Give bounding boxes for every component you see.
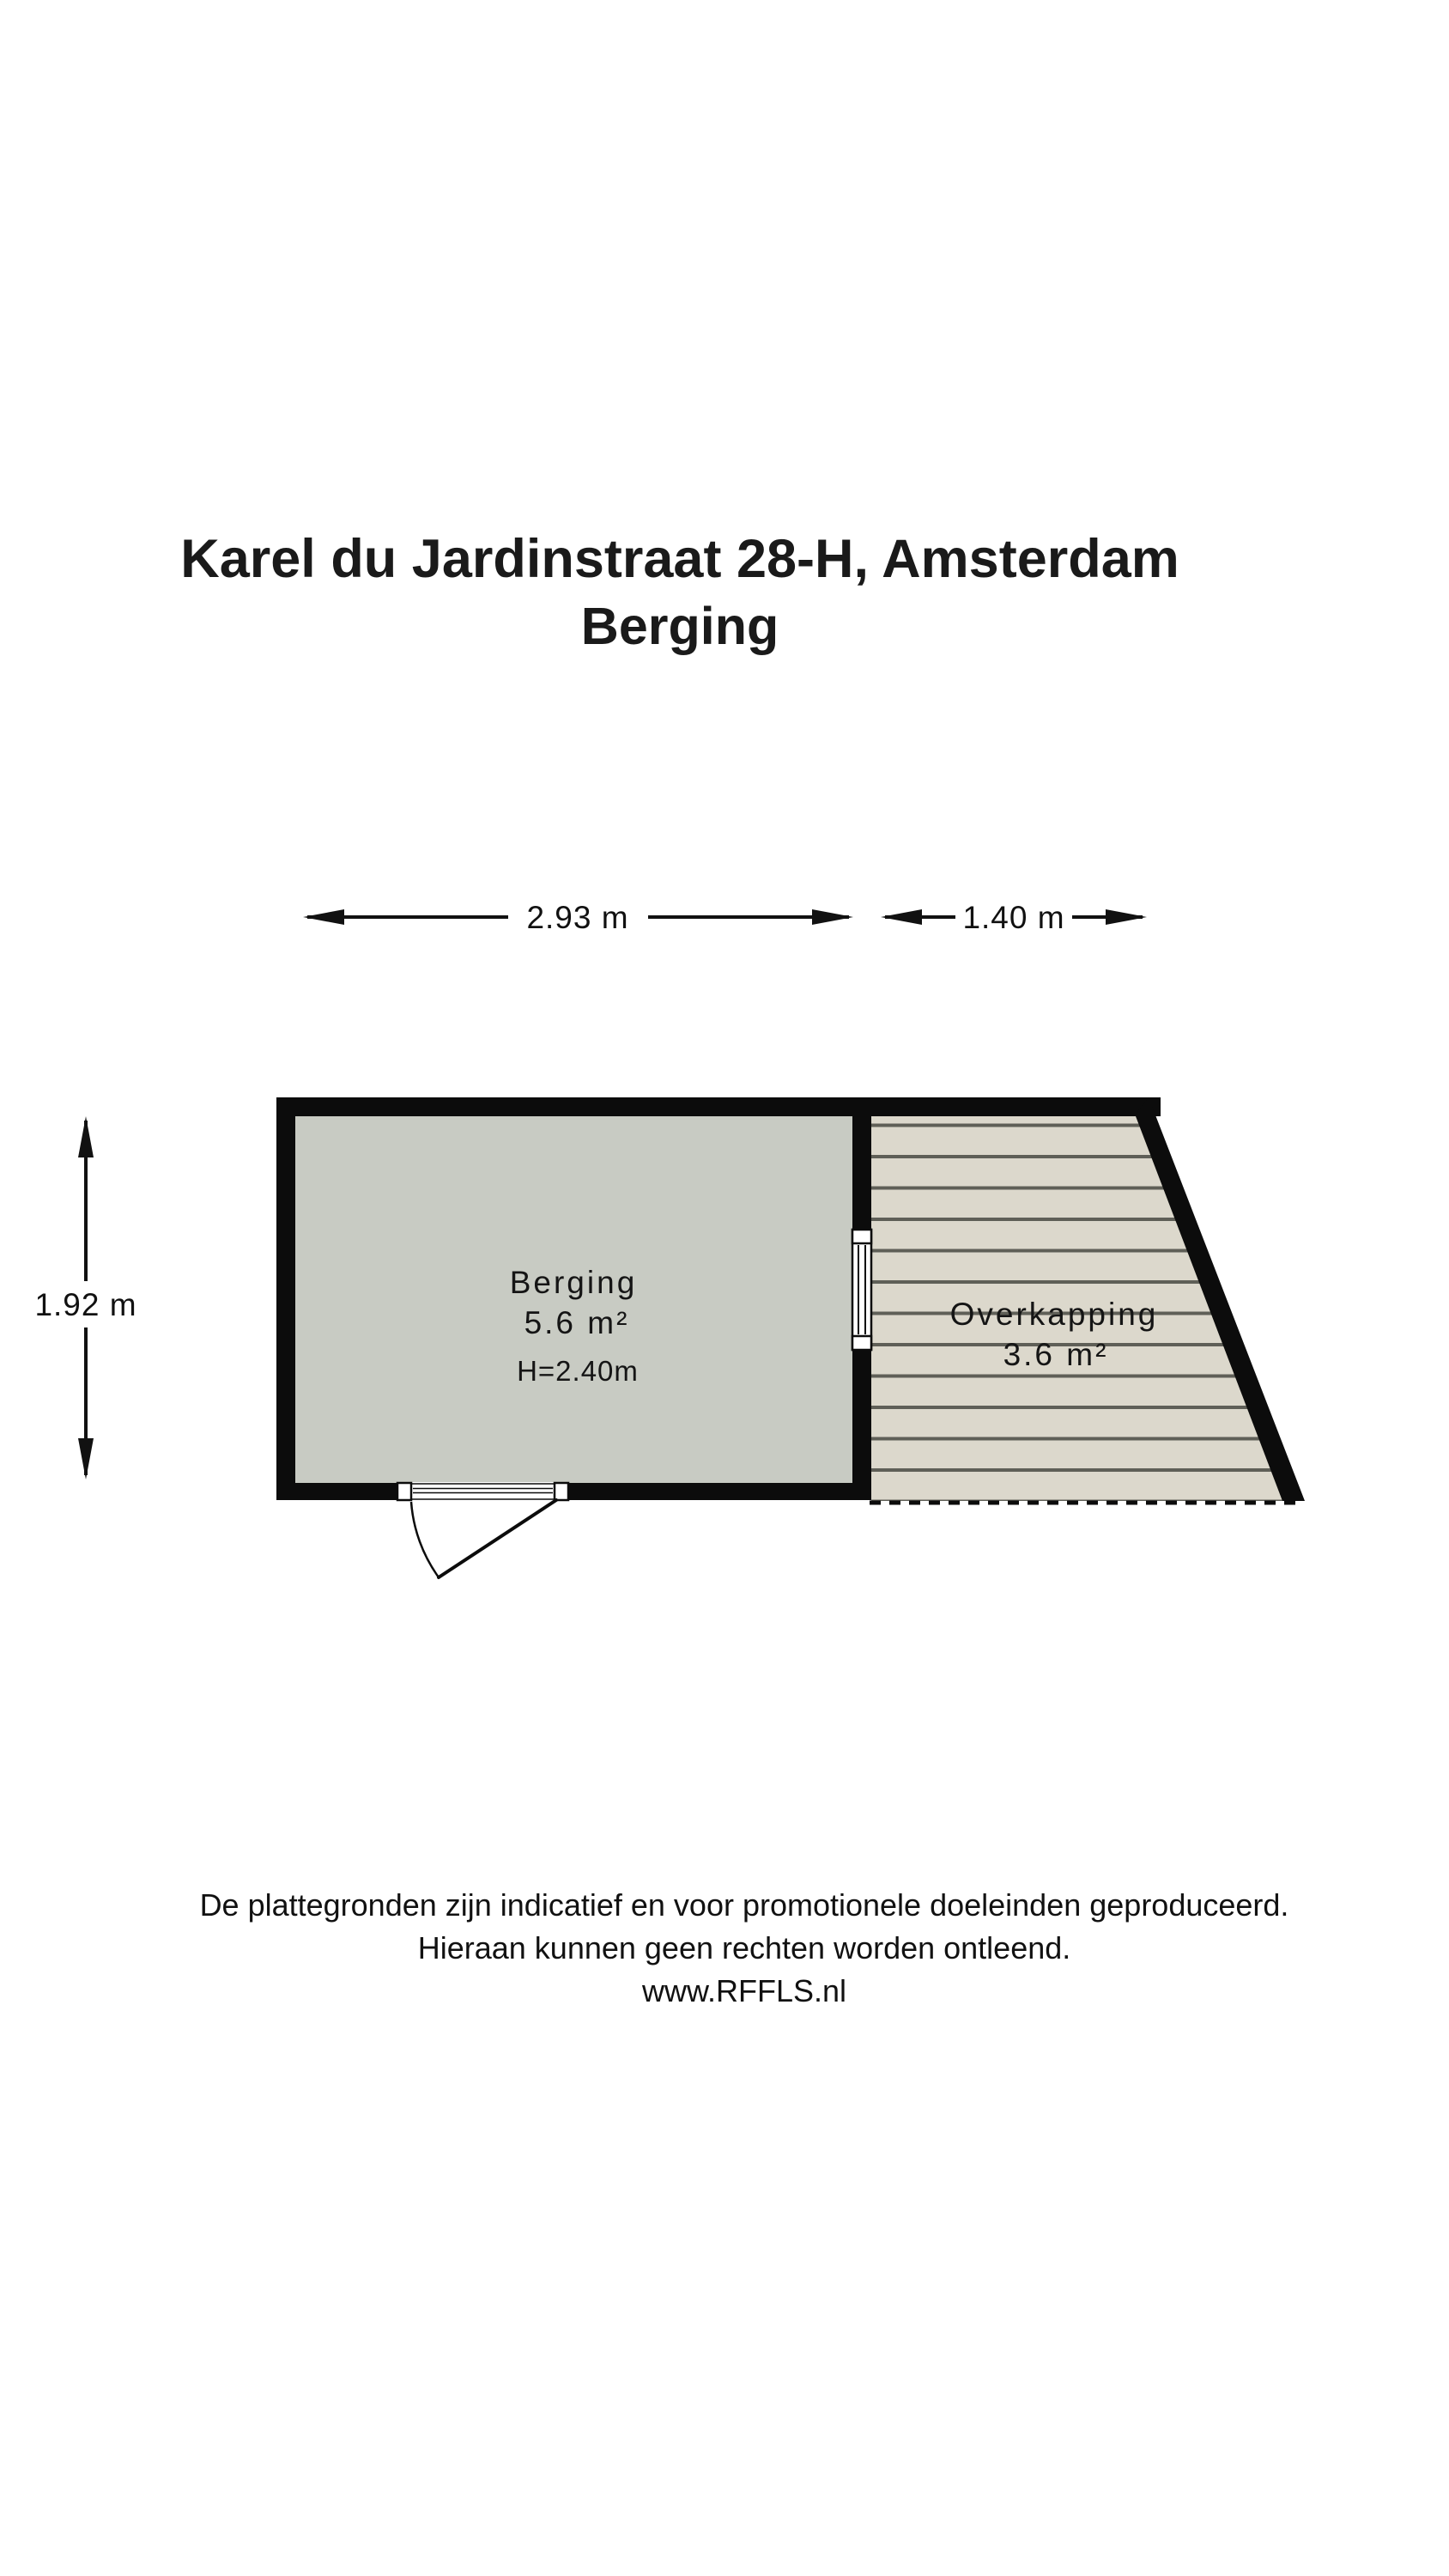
door-leaf [439, 1500, 556, 1577]
floorplan-drawing [0, 859, 1449, 1631]
dimension-plan-depth [34, 1116, 136, 1479]
dimension-label-berging-width: 2.93 m [526, 900, 629, 935]
door-post-left [397, 1483, 411, 1500]
door [397, 1482, 568, 1577]
disclaimer [39, 1884, 1449, 2013]
door-swing-arc [411, 1502, 439, 1577]
window-post-bottom [852, 1336, 871, 1350]
page-title-floor: Berging [580, 597, 779, 655]
dimension-overkapping-width [881, 900, 1147, 935]
arrow-right-icon [812, 909, 853, 925]
dimension-label-plan-depth: 1.92 m [34, 1287, 137, 1322]
overkapping-name-label: Overkapping [949, 1297, 1159, 1332]
disclaimer-line2: Hieraan kunnen geen rechten worden ontleend. [417, 1930, 1071, 1965]
arrow-right-icon [1106, 909, 1147, 925]
arrow-left-icon [881, 909, 922, 925]
berging-ceiling-height-label: H=2.40m [517, 1355, 639, 1387]
window-post-top [852, 1230, 871, 1243]
overkapping-area-label: 3.6 m² [1003, 1337, 1109, 1372]
arrow-left-icon [303, 909, 344, 925]
door-threshold [411, 1484, 555, 1499]
window-frame [852, 1230, 871, 1350]
disclaimer-line1: De plattegronden zijn indicatief en voor promotionele doeleinden geproduceerd. [199, 1887, 1289, 1923]
dimension-label-overkapping-width: 1.40 m [962, 900, 1065, 935]
window [852, 1230, 871, 1350]
berging-area-label: 5.6 m² [524, 1305, 630, 1340]
dimension-berging-width [303, 900, 853, 935]
door-post-right [555, 1483, 568, 1500]
berging-name-label: Berging [509, 1265, 638, 1300]
top-wall-overkapping [871, 1097, 1161, 1116]
arrow-down-icon [78, 1438, 94, 1479]
page-title [0, 526, 1360, 659]
page-title-address: Karel du Jardinstraat 28-H, Amsterdam [180, 529, 1179, 589]
disclaimer-website: www.RFFLS.nl [641, 1973, 847, 2008]
arrow-up-icon [78, 1116, 94, 1157]
